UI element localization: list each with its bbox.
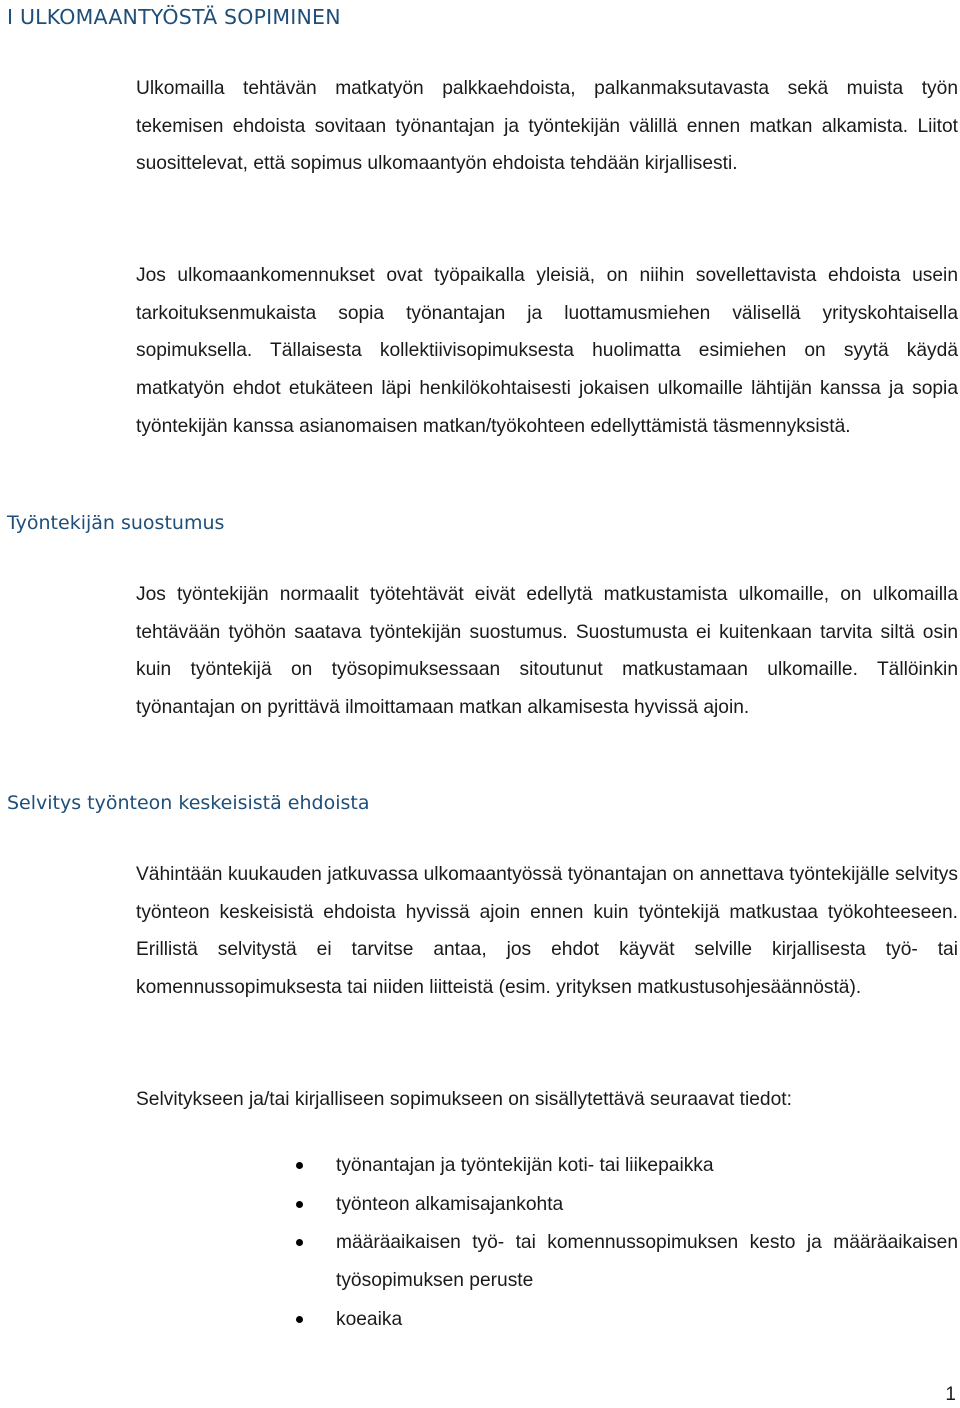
- list-item: [336, 1301, 958, 1339]
- required-info-list: [336, 1147, 958, 1340]
- bullet-icon: [296, 1162, 303, 1169]
- bullet-icon: [296, 1316, 303, 1323]
- page-number: 1: [945, 1384, 956, 1405]
- suostumus-paragraph: Jos työntekijän normaalit työtehtävät eivät edellytä matkustamista ulkomaille, on ulkomailla tehtävään työhön saatava työntekijän suostumus. Suostumusta ei kuitenkaan tarvita siltä osin kuin työntekijä on työsopimuksessaan sitoutunut matkustamaan ulkomaille. Tällöinkin työnantajan on pyrittävä ilmoittamaan matkan alkamisesta hyvissä ajoin.: [136, 584, 958, 719]
- list-item: [336, 1147, 958, 1185]
- selvitys-paragraph: Vähintään kuukauden jatkuvassa ulkomaantyössä työnantajan on annettava työntekijälle selvitys työnteon keskeisistä ehdoista hyvissä ajoin ennen kuin työntekijä matkustaa työkohteeseen. Erillistä selvitystä ei tarvitse antaa, jos ehdot käyvät selville kirjallisesta työ- tai komennussopimuksesta tai niiden liitteistä (esim. yrityksen matkustusohjesäännöstä).: [136, 864, 958, 999]
- page-title: I ULKOMAANTYÖSTÄ SOPIMINEN: [7, 5, 341, 29]
- section-heading-suostumus: Työntekijän suostumus: [7, 512, 225, 534]
- list-item: [336, 1224, 958, 1299]
- list-item-text: määräaikaisen työ- tai komennussopimuksen kesto ja määräaikaisen työsopimuksen peruste: [336, 1232, 958, 1292]
- bullet-icon: [296, 1239, 303, 1246]
- section-heading-selvitys: Selvitys työnteon keskeisistä ehdoista: [7, 792, 370, 814]
- selvitys-list-intro: Selvitykseen ja/tai kirjalliseen sopimukseen on sisällytettävä seuraavat tiedot:: [136, 1089, 792, 1110]
- bullet-icon: [296, 1201, 303, 1208]
- list-item: [336, 1186, 958, 1224]
- intro-paragraph-1: Ulkomailla tehtävän matkatyön palkkaehdoista, palkanmaksutavasta sekä muista työn tekemisen ehdoista sovitaan työnantajan ja työntekijän välillä ennen matkan alkamista. Liitot suosittelevat, että sopimus ulkomaantyön ehdoista tehdään kirjallisesti.: [136, 78, 958, 175]
- intro-paragraph-2: Jos ulkomaankomennukset ovat työpaikalla yleisiä, on niihin sovellettavista ehdoista usein tarkoituksenmukaista sopia työnantajan ja luottamusmiehen välisellä yrityskohtaisella sopimuksella. Tällaisesta kollektiivisopimuksesta huolimatta esimiehen on syytä käydä matkatyön ehdot etukäteen läpi henkilökohtaisesti jokaisen ulkomaille lähtijän kanssa ja sopia työntekijän kanssa asianomaisen matkan/työkohteen edellyttämistä täsmennyksistä.: [136, 265, 958, 437]
- list-item-text: työnteon alkamisajankohta: [336, 1193, 564, 1215]
- list-item-text: koeaika: [336, 1308, 403, 1330]
- list-item-text: työnantajan ja työntekijän koti- tai liikepaikka: [336, 1155, 714, 1176]
